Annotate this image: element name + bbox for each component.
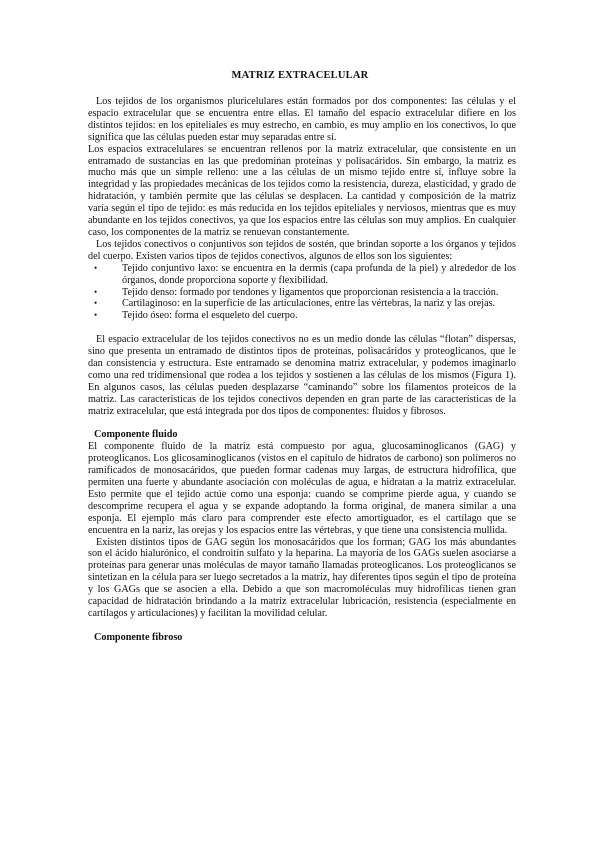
list-item-text: Tejido óseo: forma el esqueleto del cuerpo. — [122, 310, 298, 322]
list-item-text: Tejido denso: formado por tendones y ligamentos que proporcionan resistencia a la tracción. — [122, 286, 499, 298]
list-item — [88, 287, 516, 299]
list-item-text: Cartilaginoso: en la superficie de las articulaciones, entre las vértebras, la nariz y las orejas. — [122, 298, 496, 310]
list-item — [88, 310, 516, 322]
bullet-icon: • — [94, 286, 98, 297]
tissue-types-list — [88, 263, 516, 323]
spacer — [88, 322, 516, 334]
extracellular-space-paragraph: El espacio extracelular de los tejidos conectivos no es un medio donde las células “flotan” dispersas, sino que presenta un entramado de distintos tipos de proteínas, polisacáridos y proteoglicanos, que le dan consistencia y estructura. Este entramado se denomina matriz extracelular, y podemos imaginarlo como una red tridimensional que rodea a los tejidos y sostienen a las células de los mismos (Figura 1). En algunos casos, las células pueden desplazarse “caminando” sobre los filamentos proteicos de la matriz. Las características de los tejidos conectivos dependen en gran parte de las características de la matriz extracelular, que está integrada por dos tipos de componentes: fluidos y fibrosos. — [88, 334, 516, 417]
bullet-icon: • — [94, 298, 98, 309]
intro-paragraph-3: Los tejidos conectivos o conjuntivos son tejidos de sostén, que brindan soporte a los órganos y tejidos del cuerpo. Existen varios tipos de tejidos conectivos, algunos de ellos son los siguientes: — [88, 238, 516, 262]
spacer — [88, 620, 516, 632]
bullet-icon: • — [94, 262, 98, 273]
bullet-icon: • — [94, 310, 98, 321]
list-item — [88, 263, 516, 287]
fluid-component-heading: Componente fluido — [94, 429, 178, 441]
fibrous-component-heading: Componente fibroso — [94, 631, 183, 643]
fluid-paragraph-1: El componente fluido de la matriz está compuesto por agua, glucosaminoglicanos (GAG) y proteoglicanos. Los glicosaminoglicanos (vistos en el capítulo de hidratos de carbono) son polímeros no ramificados de monosacáridos, que pueden formar cadenas muy largas, de estructura hidrofílica, que permiten una fuerte y abundante asociación con moléculas de agua, e hidratan a la matriz extracelular. Esto permite que el tejido actúe como una esponja: cuando se comprime pierde agua, y cuando se descomprime recupera el agua y se expande adoptando la forma original, de manera similar a una esponja. El ejemplo más claro para comprender este efecto amortiguador, es el cartílago que se encuentra en la nariz, las orejas y los espacios entre las vértebras, y que tiene una consistencia mullida. — [88, 441, 516, 536]
spacer — [88, 417, 516, 429]
intro-paragraph-2: Los espacios extracelulares se encuentran rellenos por la matriz extracelular, que consistente en un entramado de sustancias en las que predominan proteínas y polisacáridos. Sin embargo, la matriz es mucho más que un simple relleno: une a las células de un mismo tejido entre sí, influye sobre la integridad y las propiedades mecánicas de los tejidos como la resistencia, dureza, elasticidad, y grado de hidratación, y también permite que las células se desplacen. La cantidad y composición de la matriz varía según el tipo de tejido: es más reducida en los tejidos epiteliales y nerviosos, mientras que es muy abundante en los tejidos conectivos, ya que los espacios entre las células son muy amplios. En cualquier caso, los componentes de la matriz se renuevan constantemente. — [88, 143, 516, 238]
page-title: MATRIZ EXTRACELULAR — [231, 70, 369, 81]
list-item-text: Tejido conjuntivo laxo: se encuentra en la dermis (capa profunda de la piel) y alrededor de los órganos, donde proporciona soporte y flexibilidad. — [122, 262, 516, 286]
list-item — [88, 298, 516, 310]
fluid-paragraph-2: Existen distintos tipos de GAG según los monosacáridos que los forman; GAG los más abundantes son el ácido hialurónico, el condroitín sulfato y la heparina. La mayoría de los GAGs suelen asociarse a proteínas para generar unas moléculas de mayor tamaño llamadas proteoglicanos. Los proteoglicanos se sintetizan en la célula para ser luego secretados a la matriz, hay diferentes tipos según el tipo de proteína y los GAGs que se asocien a ella. Debido a que son macromoléculas muy hidrofílicas tienen gran capacidad de hidratación brindando a la matriz extracelular lubricación, resistencia (especialmente en cartílagos y articulaciones) y facilitan la movilidad celular. — [88, 536, 516, 619]
document-body — [88, 96, 516, 644]
intro-paragraph-1: Los tejidos de los organismos pluricelulares están formados por dos componentes: las células y el espacio extracelular que se encuentra entre ellas. El tamaño del espacio extracelular difiere en los distintos tejidos: en los epiteliales es muy estrecho, en cambio, es muy amplio en los conectivos, lo que significa que las células pueden estar muy separadas entre sí. — [88, 96, 516, 143]
